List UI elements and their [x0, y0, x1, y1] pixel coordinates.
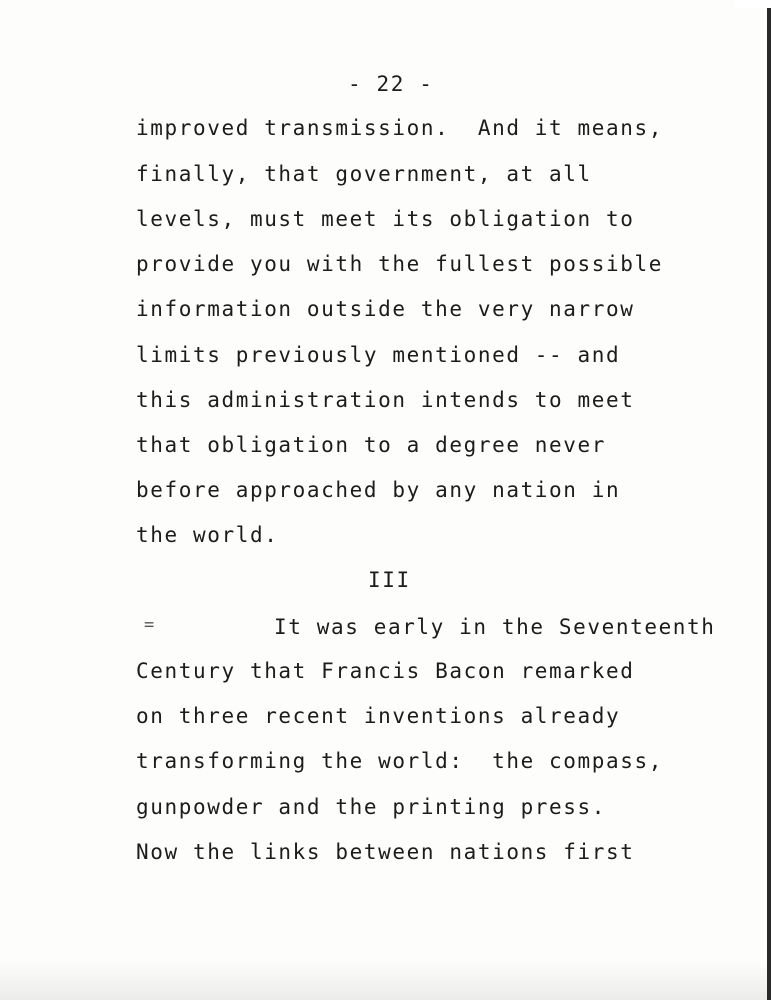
- text-line: limits previously mentioned -- and: [136, 343, 621, 367]
- text-line: that obligation to a degree never: [136, 433, 607, 457]
- text-line: gunpowder and the printing press.: [136, 795, 607, 819]
- text-line: transforming the world: the compass,: [136, 749, 663, 773]
- text-line: this administration intends to meet: [136, 388, 635, 412]
- scan-shadow: [0, 960, 767, 1000]
- text-line: improved transmission. And it means,: [136, 116, 663, 140]
- text-line: provide you with the fullest possible: [136, 252, 663, 276]
- text-line: Century that Francis Bacon remarked: [136, 659, 635, 683]
- text-line: Now the links between nations first: [136, 840, 635, 864]
- margin-mark: =: [144, 615, 156, 635]
- text-line: information outside the very narrow: [136, 297, 635, 321]
- page-corner: [735, 0, 771, 8]
- text-line: before approached by any nation in: [136, 478, 621, 502]
- text-line: levels, must meet its obligation to: [136, 207, 635, 231]
- text-line: finally, that government, at all: [136, 162, 592, 186]
- page-number: - 22 -: [348, 72, 434, 96]
- page-edge: [767, 8, 771, 1000]
- text-line: on three recent inventions already: [136, 704, 621, 728]
- section-heading: III: [368, 568, 411, 592]
- text-line: the world.: [136, 523, 279, 547]
- paragraph-first-line: It was early in the Seventeenth: [274, 615, 716, 639]
